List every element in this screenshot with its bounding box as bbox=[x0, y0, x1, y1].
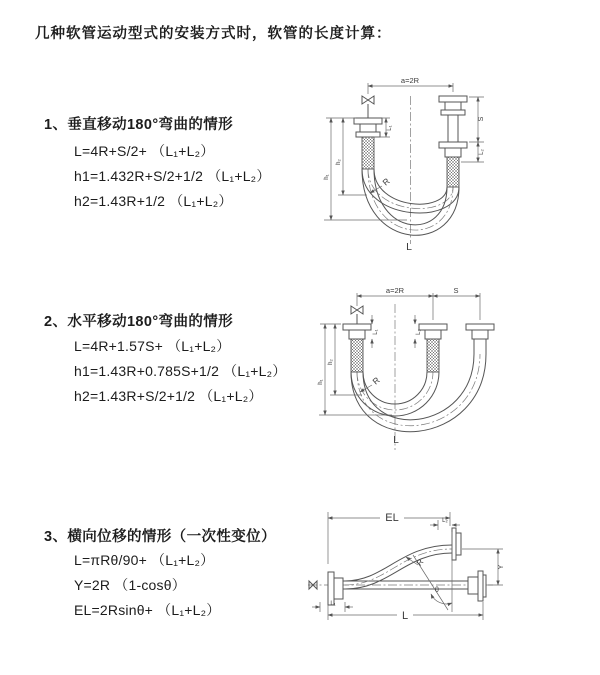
length-label: L bbox=[393, 435, 399, 446]
diagram-horizontal-180-bend bbox=[312, 282, 600, 472]
angle-theta bbox=[413, 532, 452, 612]
dim-label-l1: L₁ bbox=[387, 125, 393, 131]
dim-label-l1: L₁ bbox=[373, 329, 379, 335]
formula-line: L=4R+S/2+ （L₁+L₂） bbox=[74, 143, 215, 159]
right-lower-flange bbox=[439, 142, 467, 157]
upper-flange bbox=[452, 528, 461, 560]
left-flange bbox=[343, 324, 371, 339]
radius-label: R bbox=[414, 557, 426, 568]
dim-l2 bbox=[478, 142, 485, 162]
diagram-lateral-displacement bbox=[300, 500, 600, 660]
formula-line: L=πRθ/90+ （L₁+L₂） bbox=[74, 552, 215, 568]
dim-label-l2: L₂ bbox=[416, 329, 422, 335]
dim-s bbox=[433, 286, 480, 296]
left-braid-section bbox=[351, 339, 363, 372]
formula-line: h1=1.432R+S/2+1/2 （L₁+L₂） bbox=[74, 168, 271, 184]
dim-el bbox=[328, 512, 450, 564]
dim-label-h2: h₂ bbox=[336, 159, 342, 165]
angle-label: θ bbox=[435, 587, 439, 594]
dim-l1 bbox=[312, 601, 353, 612]
right-flange bbox=[468, 571, 486, 601]
dim-label-el: EL bbox=[385, 512, 399, 524]
dim-label-h1: h₁ bbox=[324, 174, 330, 180]
length-label: L bbox=[406, 241, 412, 253]
dim-label-l1: L₁ bbox=[330, 601, 336, 607]
dim-l1 bbox=[372, 315, 379, 348]
dim-label-l: L bbox=[401, 610, 409, 622]
formula-line: EL=2Rsinθ+ （L₁+L₂） bbox=[74, 602, 221, 618]
hose-arcs bbox=[351, 354, 486, 432]
valve-icon bbox=[351, 306, 363, 324]
formula-line: h2=1.43R+S/2+1/2 （L₁+L₂） bbox=[74, 388, 263, 404]
right-upper-flange bbox=[439, 96, 467, 142]
formula-line: h2=1.43R+1/2 （L₁+L₂） bbox=[74, 193, 233, 209]
right-flange bbox=[466, 324, 494, 354]
dim-label-h1: h₁ bbox=[318, 379, 324, 385]
valve-icon bbox=[362, 96, 374, 118]
diagram-vertical-180-bend bbox=[312, 72, 600, 262]
dim-label-a2r: a=2R bbox=[400, 76, 420, 85]
formula-line: Y=2R （1-cosθ） bbox=[74, 577, 186, 593]
section-3-heading: 3、横向位移的情形（一次性变位） bbox=[44, 529, 276, 545]
dim-l2 bbox=[415, 315, 422, 348]
middle-flange bbox=[419, 324, 447, 339]
formula-line: h1=1.43R+0.785S+1/2 （L₁+L₂） bbox=[74, 363, 287, 379]
left-flange bbox=[354, 118, 382, 137]
section-3-formulas bbox=[74, 548, 220, 623]
dim-top-a2r bbox=[368, 76, 453, 94]
dim-top-a2r bbox=[357, 286, 480, 320]
formula-line: L=4R+1.57S+ （L₁+L₂） bbox=[74, 338, 231, 354]
right-braid-section bbox=[447, 157, 459, 187]
dim-label-h2: h₂ bbox=[328, 359, 334, 365]
section-1-formulas bbox=[74, 139, 271, 214]
dim-l bbox=[328, 602, 483, 622]
section-2-formulas bbox=[74, 334, 287, 409]
radius-label: R bbox=[370, 374, 382, 387]
section-1-heading: 1、垂直移动180°弯曲的情形 bbox=[44, 117, 234, 133]
dim-label-y: Y bbox=[498, 564, 505, 570]
radius-callout bbox=[370, 176, 392, 193]
middle-braid-section bbox=[427, 339, 439, 372]
displaced-hose bbox=[345, 545, 452, 589]
dim-label-a2r: a=2R bbox=[385, 286, 405, 295]
section-2-heading: 2、水平移动180°弯曲的情形 bbox=[44, 314, 234, 330]
page-title: 几种软管运动型式的安装方式时，软管的长度计算： bbox=[35, 26, 392, 42]
dim-label-s: S bbox=[478, 116, 485, 122]
dim-label-s: S bbox=[453, 286, 459, 295]
left-braid-section bbox=[362, 137, 374, 169]
dim-label-l2: L₂ bbox=[442, 518, 448, 524]
dim-label-l2: L₂ bbox=[479, 149, 485, 155]
radius-label: R bbox=[380, 175, 392, 188]
